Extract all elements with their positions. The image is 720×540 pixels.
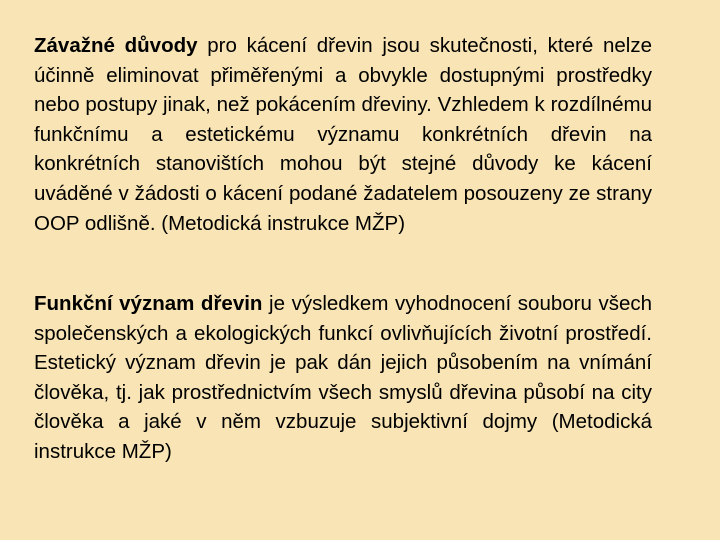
term-zavazne-duvody: Závažné důvody (34, 34, 198, 57)
paragraph-funkcni-vyznam (34, 289, 652, 467)
paragraph-zavazne-duvody (34, 31, 652, 238)
term-funkcni-vyznam: Funkční význam dřevin (34, 292, 263, 315)
paragraph-text: pro kácení dřevin jsou skutečnosti, které nelze účinně eliminovat přiměřenými a obvykle dostupnými prostředky nebo postupy jinak, než pokácením dřeviny. Vzhledem k rozdílnému funkčnímu a estetickému významu konkrétních dřevin na konkrétních stanovištích mohou být stejné důvody ke kácení uváděné v žádosti o kácení podané žadatelem posouzeny ze strany OOP odlišně. (Metodická instrukce MŽP) (34, 34, 652, 235)
paragraph-text: je výsledkem vyhodnocení souboru všech společenských a ekologických funkcí ovlivňujících životní prostředí. Estetický význam dřevin je pak dán jejich působením na vnímání člověka, tj. jak prostřednictvím všech smyslů dřevina působí na city člověka a jaké v něm vzbuzuje subjektivní dojmy (Metodická instrukce MŽP) (34, 292, 653, 463)
